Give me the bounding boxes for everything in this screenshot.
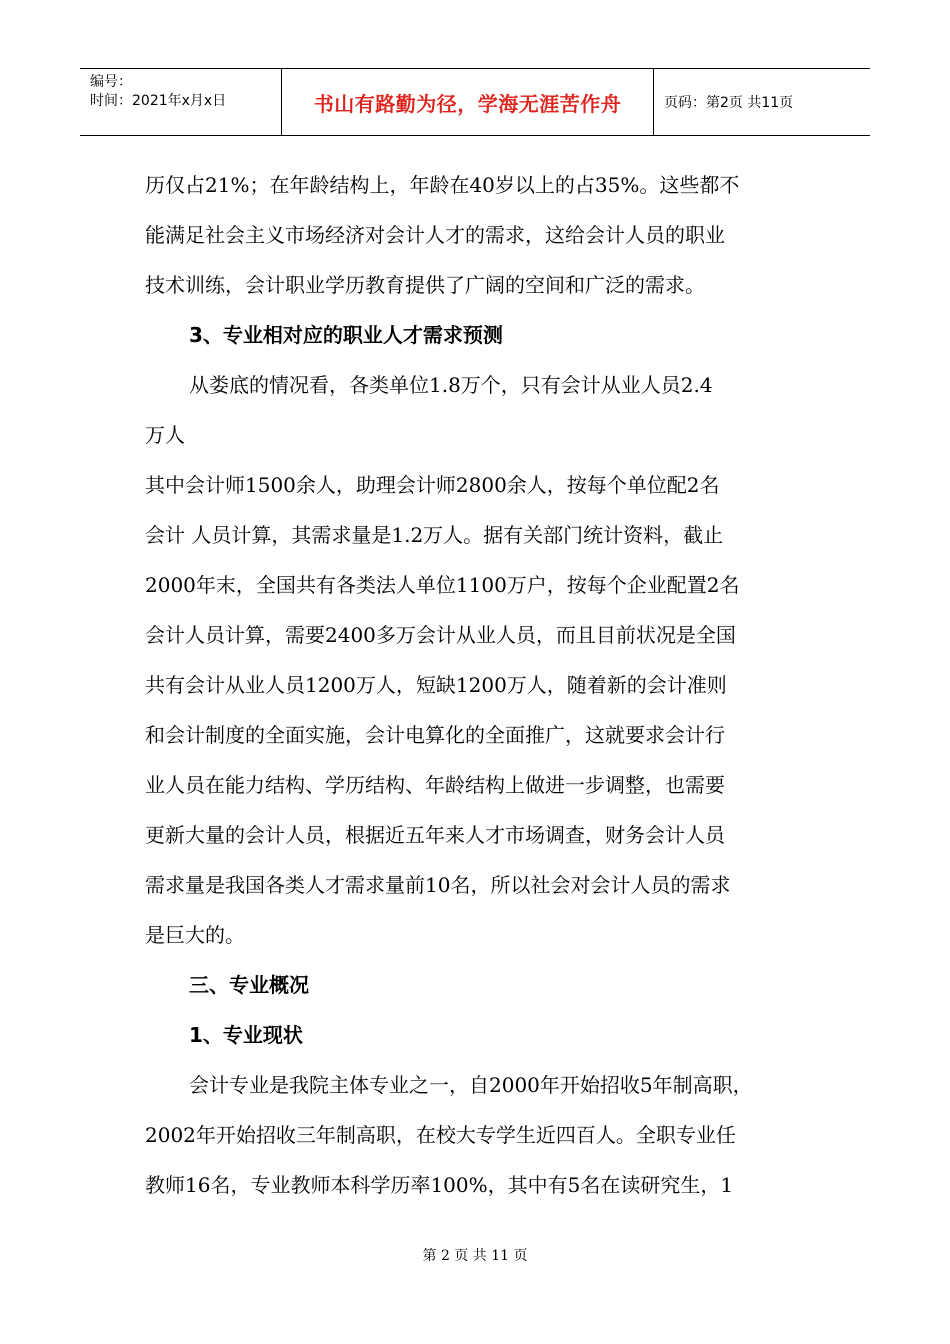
page-header <box>80 68 870 136</box>
header-time-label: 时间：2021年x月x日 <box>90 93 227 109</box>
body-line: 万人 <box>145 423 185 447</box>
section-heading: 三、专业概况 <box>189 973 309 997</box>
body-line: 需求量是我国各类人才需求量前10名，所以社会对会计人员的需求 <box>145 873 731 897</box>
body-line: 历仅占21%；在年龄结构上，年龄在40岁以上的占35%。这些都不 <box>145 173 740 197</box>
body-line: 会计人员计算，需要2400多万会计从业人员，而且目前状况是全国 <box>145 623 736 647</box>
body-line: 业人员在能力结构、学历结构、年龄结构上做进一步调整，也需要 <box>145 773 725 797</box>
document-body <box>145 160 810 1210</box>
header-number-label: 编号： <box>90 74 132 90</box>
body-line: 技术训练，会计职业学历教育提供了广阔的空间和广泛的需求。 <box>145 273 705 297</box>
header-page-info: 页码：第2页 共11页 <box>664 95 794 111</box>
body-line: 会计专业是我院主体专业之一，自2000年开始招收5年制高职， <box>189 1073 753 1097</box>
section-heading: 3、专业相对应的职业人才需求预测 <box>189 323 503 347</box>
body-line: 教师16名，专业教师本科学历率100%，其中有5名在读研究生，1 <box>145 1173 734 1197</box>
body-line: 从娄底的情况看，各类单位1.8万个，只有会计从业人员2.4 <box>189 373 713 397</box>
header-motto: 书山有路勤为径，学海无涯苦作舟 <box>282 69 654 135</box>
body-line: 会计 人员计算，其需求量是1.2万人。据有关部门统计资料，截止 <box>145 523 724 547</box>
body-line: 2002年开始招收三年制高职，在校大专学生近四百人。全职专业任 <box>145 1123 736 1147</box>
body-line: 共有会计从业人员1200万人，短缺1200万人，随着新的会计准则 <box>145 673 727 697</box>
body-line: 更新大量的会计人员，根据近五年来人才市场调查，财务会计人员 <box>145 823 725 847</box>
body-line: 2000年末，全国共有各类法人单位1100万户，按每个企业配置2名 <box>145 573 740 597</box>
body-line: 是巨大的。 <box>145 923 245 947</box>
body-line: 能满足社会主义市场经济对会计人才的需求，这给会计人员的职业 <box>145 223 725 247</box>
body-line: 和会计制度的全面实施，会计电算化的全面推广，这就要求会计行 <box>145 723 725 747</box>
page-footer: 第 2 页 共 11 页 <box>422 1248 528 1264</box>
body-line: 其中会计师1500余人，助理会计师2800余人，按每个单位配2名 <box>145 473 720 497</box>
section-heading: 1、专业现状 <box>189 1023 303 1047</box>
header-meta <box>80 69 282 135</box>
